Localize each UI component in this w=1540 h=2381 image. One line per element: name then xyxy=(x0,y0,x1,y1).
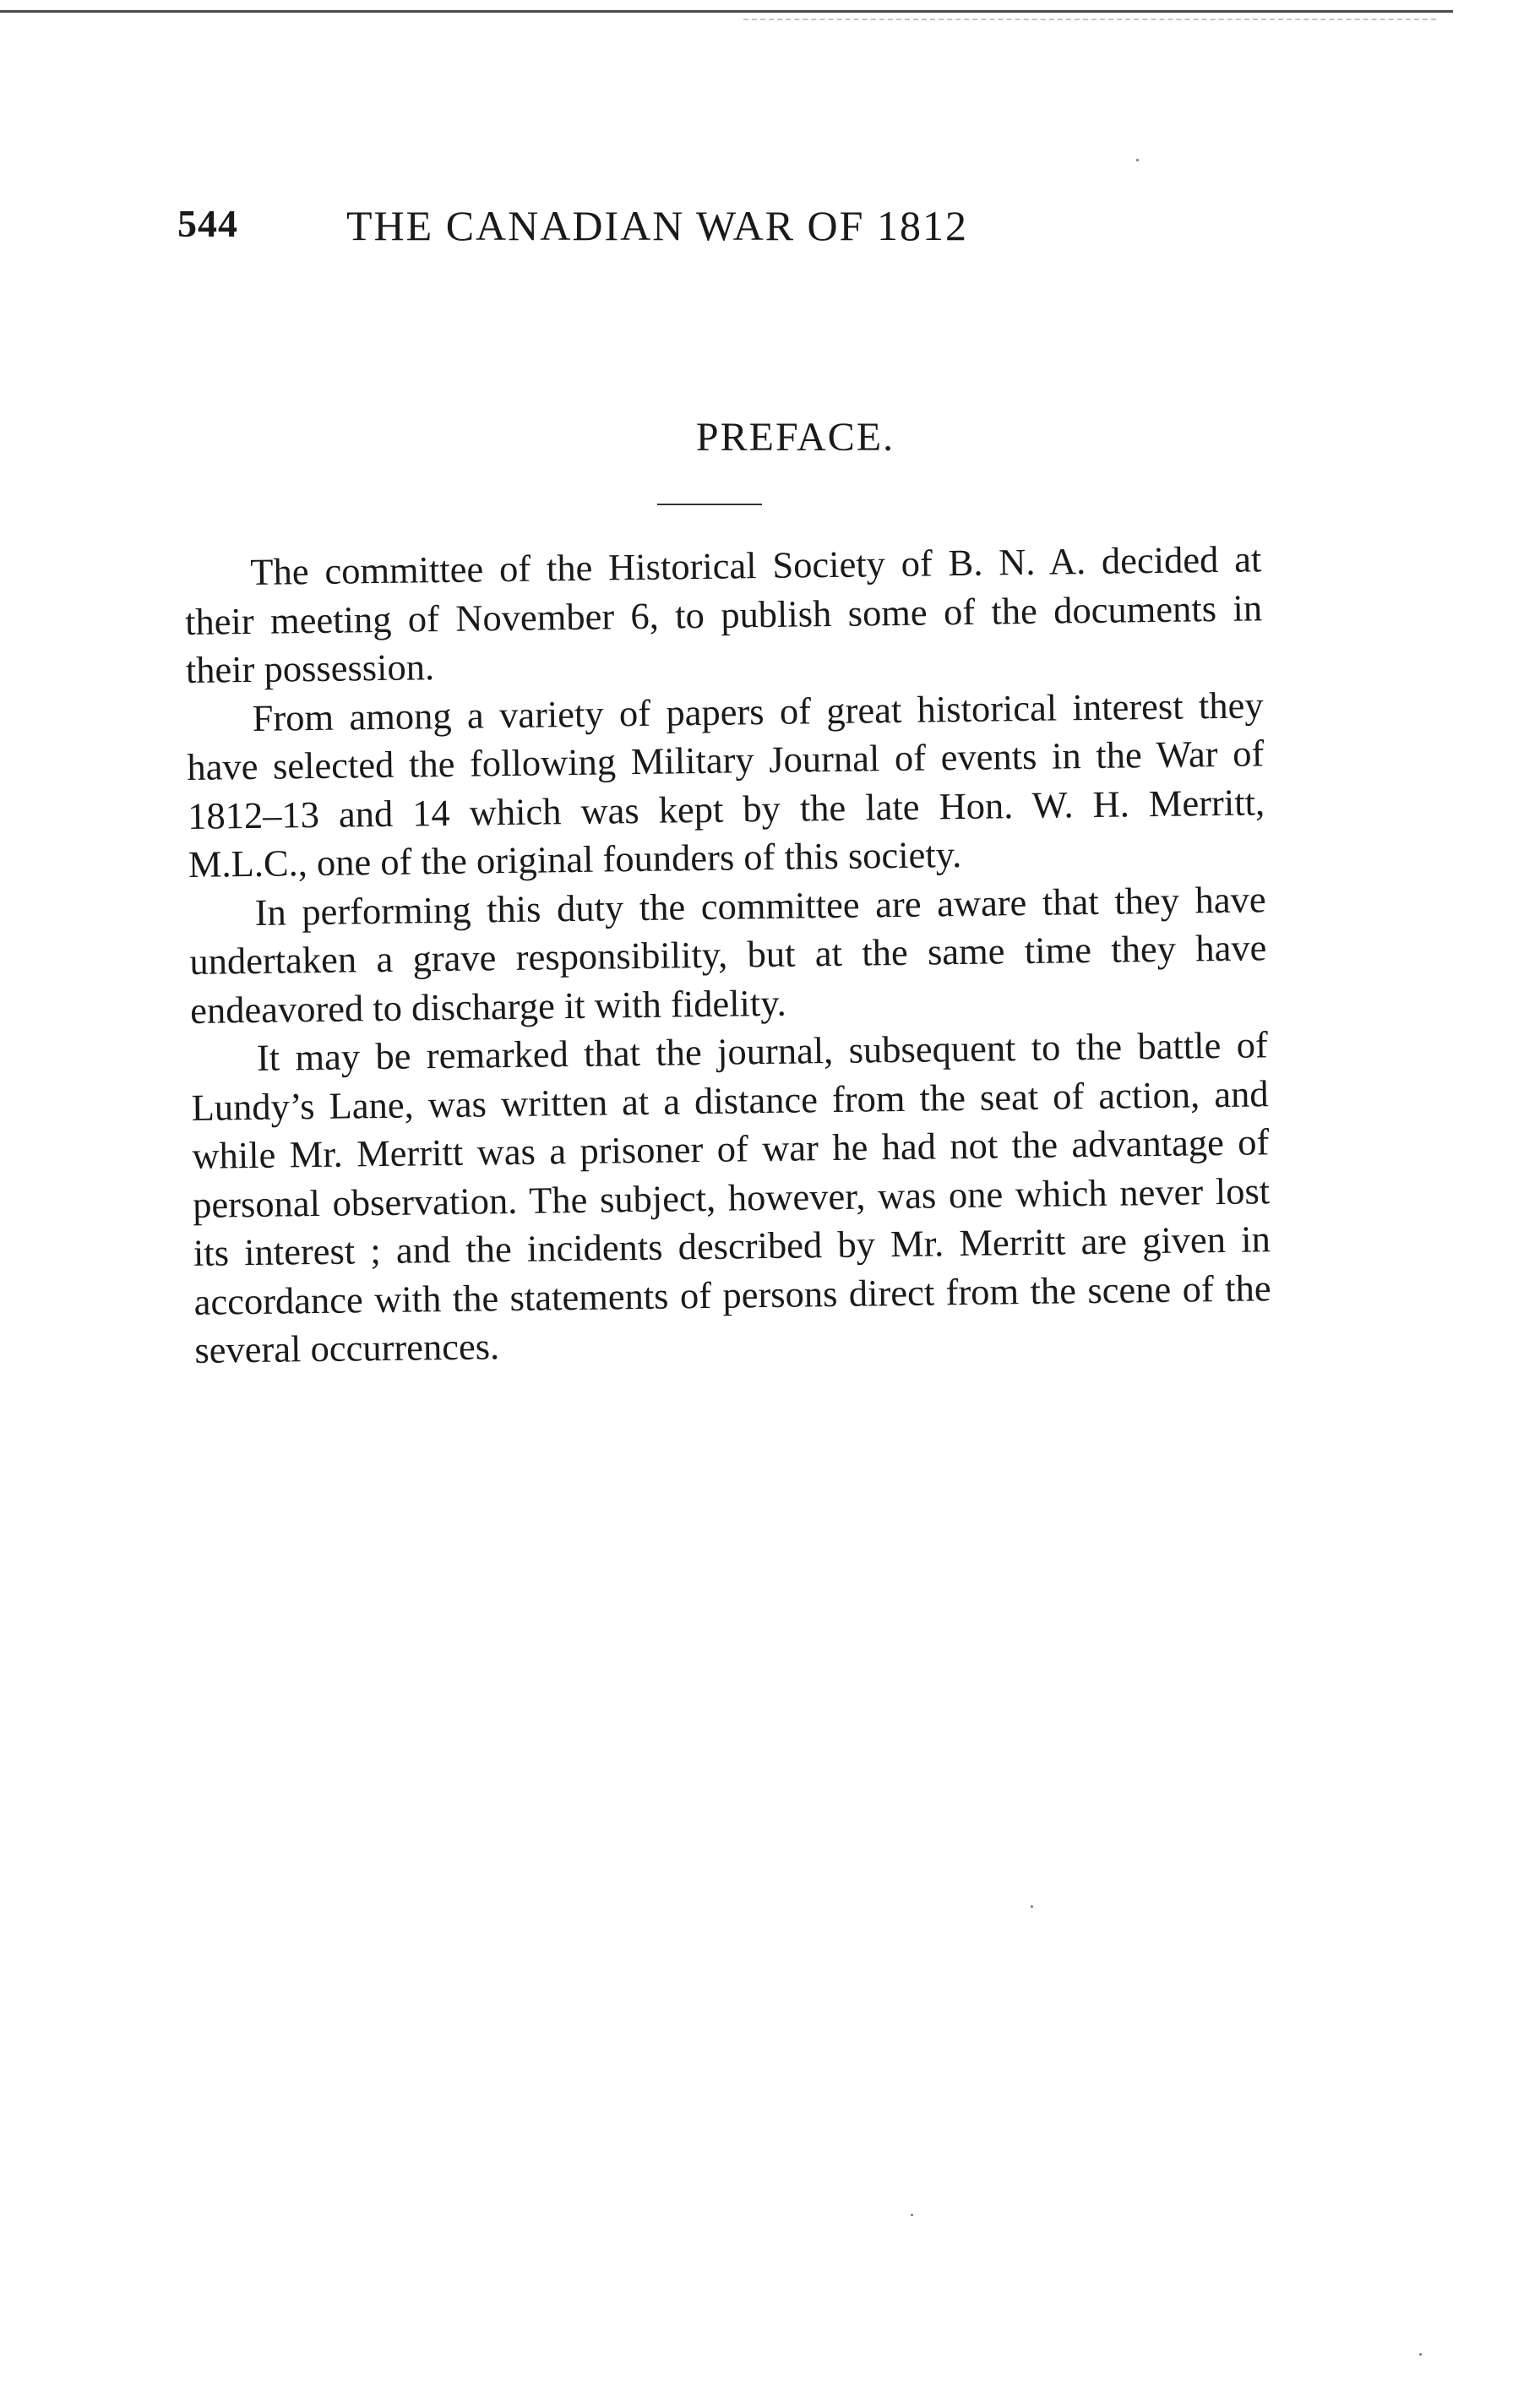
scan-edge-rule xyxy=(0,10,1453,13)
running-title: THE CANADIAN WAR OF 1812 xyxy=(346,202,968,249)
scan-edge-rule-faint xyxy=(743,19,1436,20)
scan-speck xyxy=(1031,1905,1033,1908)
paragraph: In performing this duty the committee are aware that they have undertaken a grave responsibility, but at the same time they have endeavored to discharge it with fidelity. xyxy=(189,877,1267,1032)
paragraph: From among a variety of papers of great historical interest they have selected the following Military Journal of events in the War of 1812–13 and 14 which was kept by the late Hon. W. H. Merritt, M.L.C., one of the original founders of this society. xyxy=(187,683,1265,885)
page-number: 544 xyxy=(177,202,238,245)
section-divider xyxy=(657,504,762,505)
section-title-text: PREFACE. xyxy=(695,415,895,460)
paragraph: The committee of the Historical Society of B. N. A. decided at their meeting of November 6, to publish some of the documents in their possession. xyxy=(184,537,1263,691)
running-head xyxy=(177,201,1107,260)
scan-speck xyxy=(1419,2353,1422,2356)
scan-speck xyxy=(1136,159,1139,161)
scan-speck xyxy=(911,2214,913,2216)
preface-body xyxy=(184,535,1272,1375)
paragraph: It may be remarked that the journal, subsequent to the battle of Lundy’s Lane, was written at a distance from the seat of action, and while Mr. Merritt was a prisoner of war he had not the advantage of personal observation. The subject, however, was one which never lost its interest ; and the incidents described by Mr. Merritt are given in accordance with the statements of persons direct from the scene of the several occurrences. xyxy=(191,1023,1271,1371)
section-title xyxy=(0,414,1540,460)
